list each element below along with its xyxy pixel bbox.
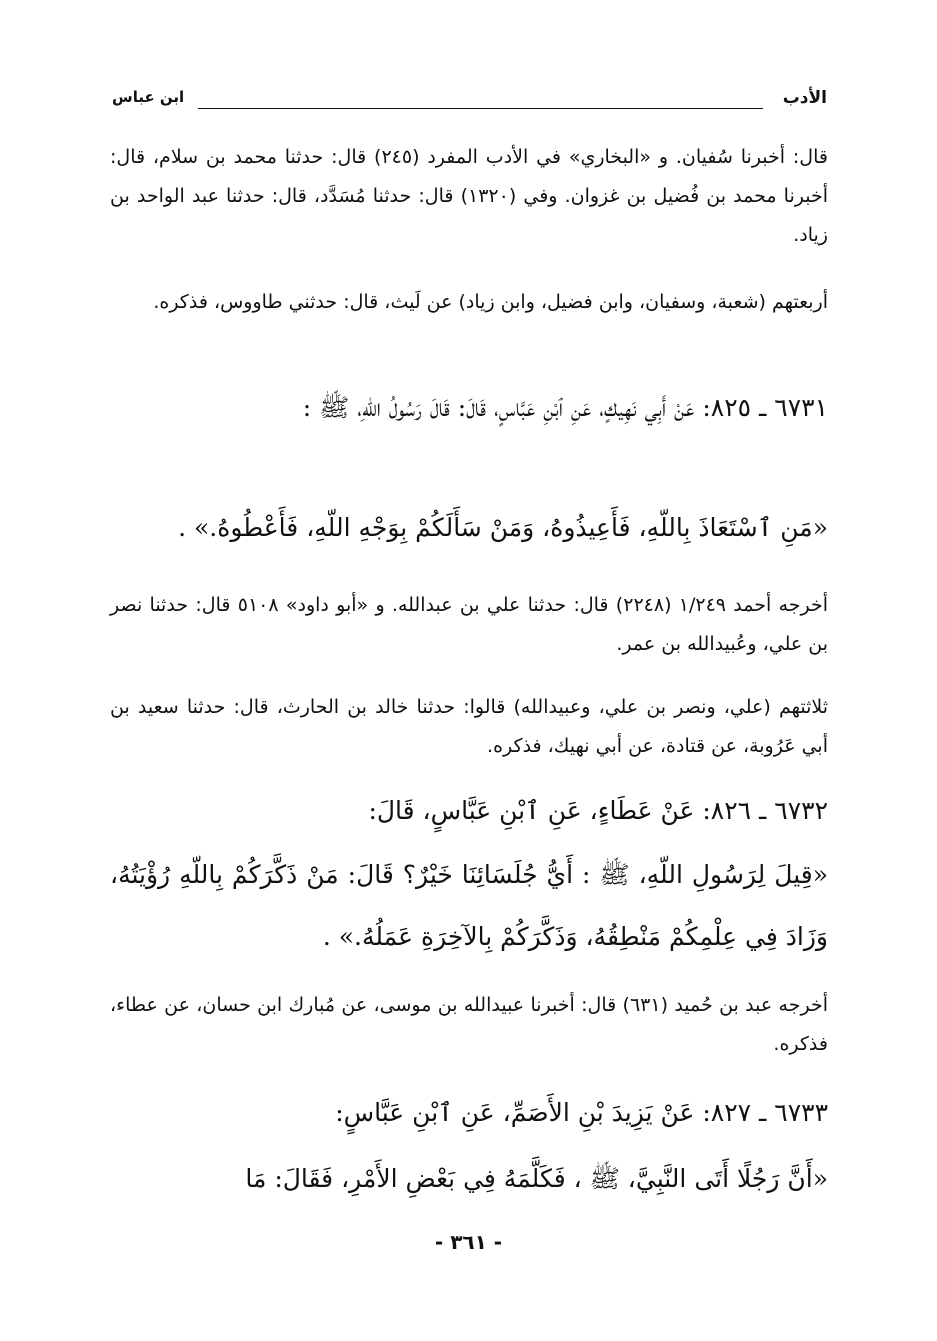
hadith-6731-matn [110,497,828,559]
chain-text: ثلاثتهم (علي، ونصر بن علي، وعبيدالله) قالوا: حدثنا خالد بن الحارث، قال: حدثنا سعيد بن أبي عَرُوبة، عن قتادة، عن أبي نهيك، فذكره. [110,696,828,757]
hadith-heading-text: ٦٧٣١ ـ ٨٢٥: عَنْ أَبِي نَهِيكٍ، عَنِ ٱبْنِ عَبَّاسٍ، قَالَ: قَالَ رَسُولُ اللّهِ، ﷺ : [302,393,828,422]
takhrij-text: أخرجه أحمد ١/٢٤٩ (٢٢٤٨) قال: حدثنا علي بن عبدالله. و «أبو داود» ٥١٠٨ قال: حدثنا نصر بن علي، وعُبيدالله بن عمر. [110,594,829,655]
section-title: ابن عباس [112,88,185,106]
hadith-6731-chain [110,688,828,766]
hadith-heading-text: ٦٧٣٢ ـ ٨٢٦: عَنْ عَطَاءٍ، عَنِ ٱبْنِ عَبَّاسٍ، قَالَ: [368,796,828,825]
running-header [112,88,827,118]
hadith-matn-text: «أَنَّ رَجُلًا أَتَى النَّبِيَّ، ﷺ ، فَكَلَّمَهُ فِي بَعْضِ الأَمْرِ، فَقَالَ: مَا [245,1164,828,1193]
chain-text: أربعتهم (شعبة، وسفيان، وابن فضيل، وابن زياد) عن لَيث، قال: حدثني طاووس، فذكره. [153,291,828,313]
hadith-6732-heading [110,780,828,842]
hadith-source-paragraph [110,138,828,255]
takhrij-text: أخرجه عبد بن حُميد (٦٣١) قال: أخبرنا عبيدالله بن موسى، عن مُبارك ابن حسان، عن عطاء، فذكره. [110,994,828,1055]
hadith-6733-matn [110,1148,828,1210]
hadith-6732-takhrij [110,986,828,1064]
page-number: - ٣٦١ - [434,1230,503,1254]
hadith-heading-text: ٦٧٣٣ ـ ٨٢٧: عَنْ يَزِيدَ بْنِ الأَصَمِّ، عَنِ ٱبْنِ عَبَّاسٍ: [335,1098,828,1127]
hadith-chain-paragraph [110,283,828,322]
source-text: قال: أخبرنا سُفيان. و «البخاري» في الأدب المفرد (٢٤٥) قال: حدثنا محمد بن سلام، قال: أخبرنا محمد بن فُضيل بن غزوان. وفي (١٣٢٠) قال: حدثنا مُسَدَّد، قال: حدثنا عبد الواحد بن زياد. [110,146,829,246]
hadith-6731-heading [110,377,828,439]
hadith-6733-heading [110,1082,828,1144]
hadith-matn-text: «قِيلَ لِرَسُولِ اللّهِ، ﷺ : أَيُّ جُلَسَائِنَا خَيْرٌ؟ قَالَ: مَنْ ذَكَّرَكُمْ بِاللّهِ رُؤْيَتُهُ، وَزَادَ فِي عِلْمِكُمْ مَنْطِقُهُ، وَذَكَّرَكُمْ بِالآخِرَةِ عَمَلُهُ.» . [110,860,828,951]
book-title: الأدب [782,88,827,108]
hadith-matn-text: «مَنِ ٱسْتَعَاذَ بِاللّهِ، فَأَعِيذُوهُ، وَمَنْ سَأَلَكُمْ بِوَجْهِ اللّهِ، فَأَعْطُوهُ.» . [178,513,828,542]
header-rule [198,108,763,109]
hadith-6732-matn [110,844,828,968]
hadith-6731-takhrij [110,586,828,664]
